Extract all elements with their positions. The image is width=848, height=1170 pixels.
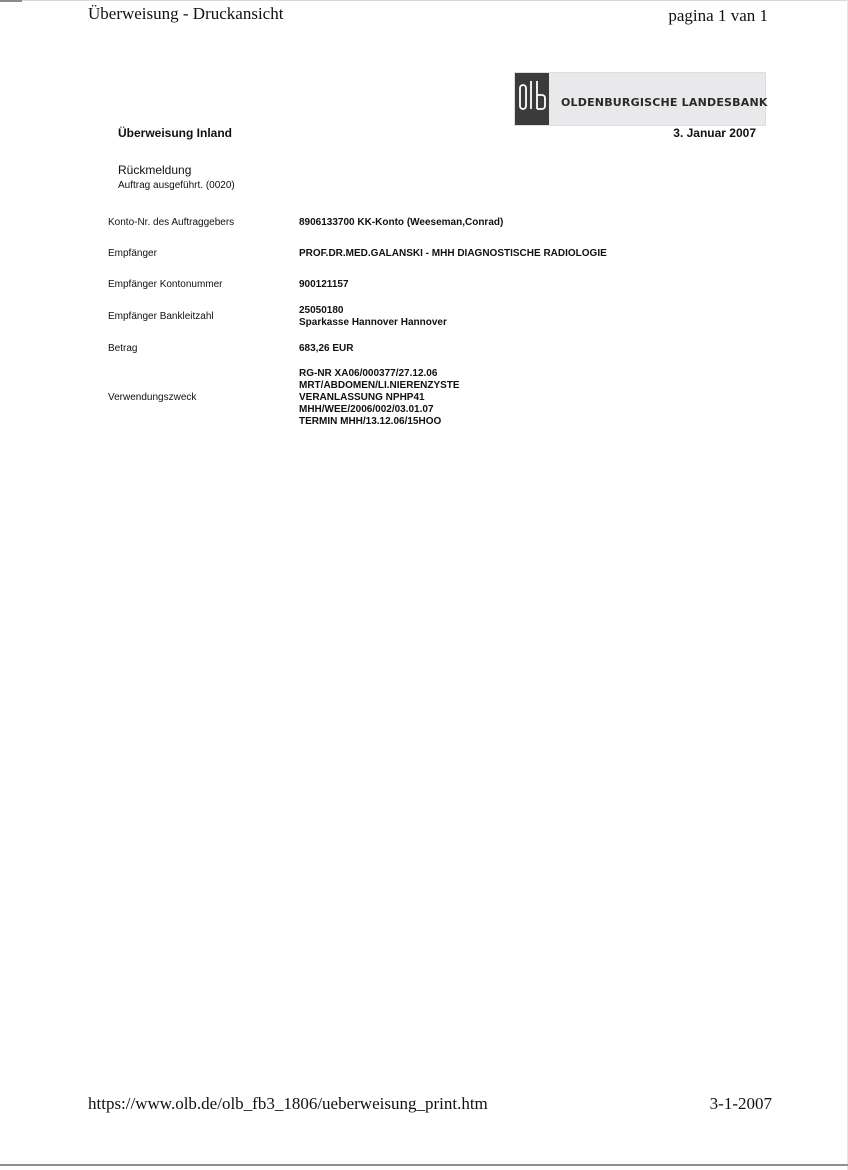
recipient-account-value: 900121157 [299,279,349,290]
document-date: 3. Januar 2007 [673,126,756,140]
purpose-value [299,368,460,428]
recipient-label: Empfänger [108,248,157,259]
bank-code: 25050180 [299,305,344,316]
recipient-bank-code-label: Empfänger Bankleitzahl [108,311,214,322]
purpose-line: TERMIN MHH/13.12.06/15HOO [299,416,442,427]
scan-edge-bottom [0,1164,848,1166]
bank-logo [514,72,766,126]
purpose-label: Verwendungszweck [108,392,197,403]
recipient-bank-code-value [299,305,447,329]
purpose-line: MRT/ABDOMEN/LI.NIERENZYSTE [299,380,460,391]
amount-label: Betrag [108,343,138,354]
olb-logo-icon [515,73,549,125]
ordering-account-label: Konto-Nr. des Auftraggebers [108,217,235,228]
recipient-account-label: Empfänger Kontonummer [108,279,223,290]
print-header-title: Überweisung - Druckansicht [88,4,284,23]
purpose-line: RG-NR XA06/000377/27.12.06 [299,368,438,379]
print-footer-url: https://www.olb.de/olb_fb3_1806/ueberweisung_print.htm [88,1094,488,1113]
page-title: Überweisung Inland [118,126,233,140]
status-heading: Rückmeldung [118,163,192,177]
print-header-page-number: pagina 1 van 1 [668,6,768,25]
amount-value: 683,26 EUR [299,343,354,354]
ordering-account-value: 8906133700 KK-Konto (Weeseman,Conrad) [299,217,504,228]
status-detail: Auftrag ausgeführt. (0020) [118,180,235,191]
scan-edge-mark [0,0,22,2]
scan-edge-top [0,0,848,1]
purpose-line: VERANLASSUNG NPHP41 [299,392,425,403]
purpose-line: MHH/WEE/2006/002/03.01.07 [299,404,434,415]
recipient-value: PROF.DR.MED.GALANSKI - MHH DIAGNOSTISCHE RADIOLOGIE [299,248,607,259]
bank-name: OLDENBURGISCHE LANDESBANK [561,96,768,109]
print-footer-date: 3-1-2007 [709,1094,772,1113]
bank-name-value: Sparkasse Hannover Hannover [299,317,447,328]
